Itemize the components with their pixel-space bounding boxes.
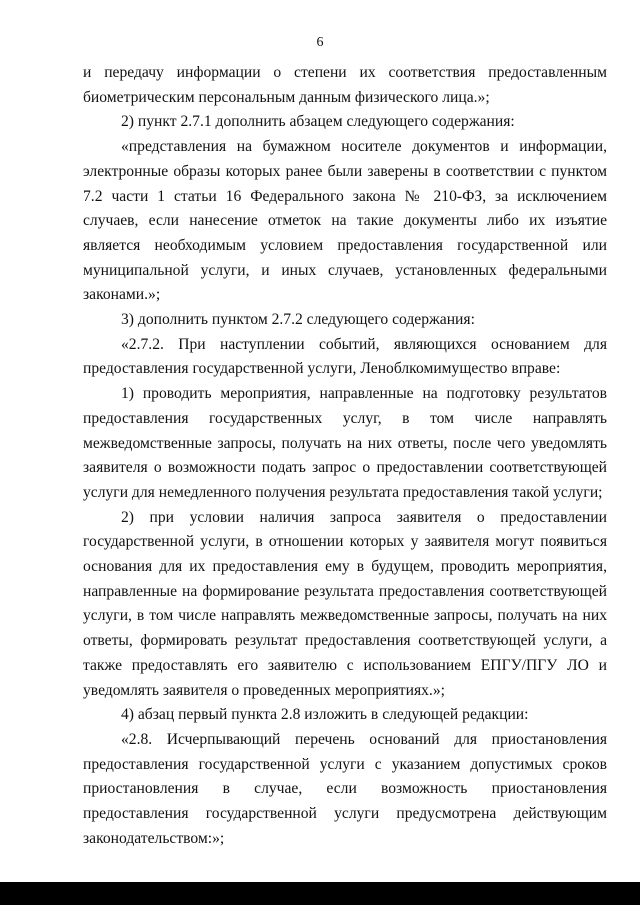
paragraph-item-4: 4) абзац первый пункта 2.8 изложить в следующей редакции: <box>121 706 529 724</box>
paragraph-subitem-2: 2) при условии наличия запроса заявителя о предоставлении государственной услуги, в отношении которых у заявителя могут появиться основания для их предоставления ему в будущем, проводить мероприятия, направленные на формирование результата предоставления соответствующей услуги, в том числе направлять межведомственные запросы, получать на них ответы, формировать результат предоставления соответствующей услуги, а также предоставлять его заявителю с использованием ЕПГУ/ПГУ ЛО и уведомлять заявителя о проведенных мероприятиях.»; <box>83 508 607 699</box>
paragraph-continuation: и передачу информации о степени их соответствия предоставленным биометрическим персональным данным физического лица.»; <box>83 64 607 106</box>
paragraph-item-2: 2) пункт 2.7.1 дополнить абзацем следующего содержания: <box>121 113 515 131</box>
page-number: 6 <box>316 35 324 50</box>
scan-bottom-border <box>0 882 640 905</box>
paragraph-item-3: 3) дополнить пунктом 2.7.2 следующего содержания: <box>121 311 475 329</box>
paragraph-clause-2-8: «2.8. Исчерпывающий перечень оснований для приостановления предоставления государственной услуги с указанием допустимых сроков приостановления в случае, если возможность приостановления предоставления государственной услуги предусмотрена действующим законодательством:»; <box>83 730 607 847</box>
paragraph-subitem-1: 1) проводить мероприятия, направленные на подготовку результатов предоставления государственных услуг, в том числе направлять межведомственные запросы, получать на них ответы, после чего уведомлять заявителя о возможности подать запрос о предоставлении соответствующей услуги для немедленного получения результата предоставления такой услуги; <box>83 385 607 501</box>
document-body <box>83 61 607 852</box>
paragraph-clause-2-7-2: «2.7.2. При наступлении событий, являющихся основанием для предоставления государственной услуги, Леноблкомимущество вправе: <box>83 335 607 378</box>
paragraph-quoted-addition: «представления на бумажном носителе документов и информации, электронные образы которых ранее были заверены в соответствии с пунктом 7.2 части 1 статьи 16 Федерального закона № 210-ФЗ, за исключением случаев, если нанесение отметок на такие документы либо их изъятие является необходимым условием предоставления государственной или муниципальной услуги, и иных случаев, установленных федеральными законами.»; <box>83 138 607 304</box>
